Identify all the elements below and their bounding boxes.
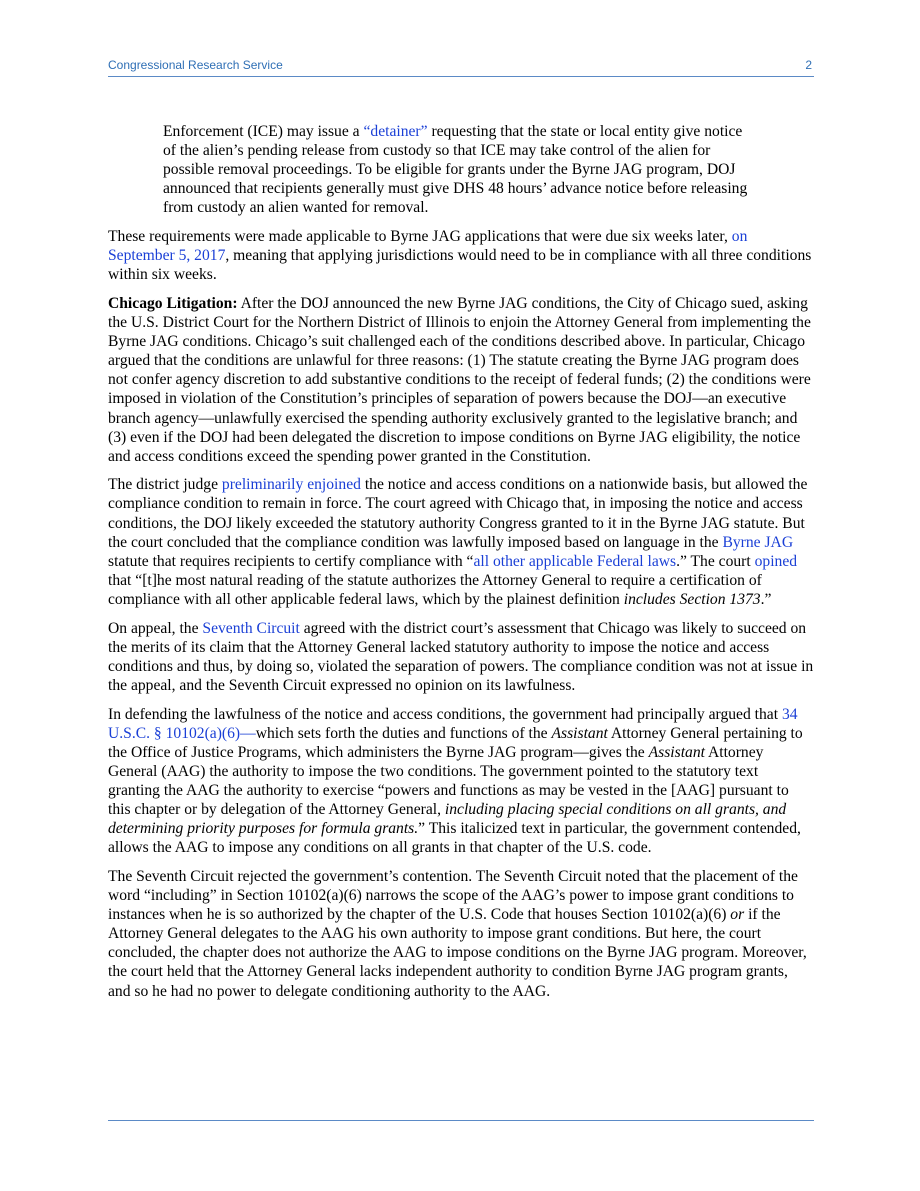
byrne-jag-link[interactable]: Byrne JAG [722, 533, 794, 551]
preliminarily-enjoined-link[interactable]: preliminarily enjoined [221, 476, 361, 494]
paragraph-government-argument [108, 705, 814, 858]
detainer-link[interactable]: “detainer” [363, 123, 428, 140]
text: the notice and access conditions on a nationwide basis, but allowed the compliance condition to remain in force. The court agreed with Chicago that, in imposing the notice and access conditions, the DOJ likely exceeded the statutory authority Congress granted to it in the Byrne JAG statute. But the court concluded that the compliance condition was lawfully imposed based on language in the [108, 476, 808, 551]
september-5-2017-link[interactable]: on September 5, 2017 [108, 228, 748, 265]
text: Attorney General (AAG) the authority to impose the two conditions. The government pointed to the statutory text granting the AAG the authority to exercise “powers and functions as may be vested in the [AAG] pursuant to this chapter or by delegation of the Attorney General, [108, 743, 789, 819]
text: On appeal, the [108, 619, 203, 637]
text: statute that requires recipients to certify compliance with “ [108, 552, 474, 570]
text: The district judge [108, 476, 222, 494]
italic-text: or [730, 906, 745, 924]
text: Enforcement (ICE) may issue a [163, 123, 364, 140]
page-number: 2 [805, 58, 812, 72]
text: After the DOJ announced the new Byrne JAG conditions, the City of Chicago sued, asking the U.S. District Court for the Northern District of Illinois to enjoin the Attorney General from implementing the Byrne JAG conditions. Chicago’s suit challenged each of the conditions described above. In particular, Chicago argued that the conditions are unlawful for three reasons: (1) The statute creating the Byrne JAG program does not confer agency discretion to add substantive conditions to the receipt of federal funds; (2) the conditions were imposed in violation of the Constitution’s principles of separation of powers because the DOJ—an executive branch agency—unlawfully exercised the spending authority exclusively granted to the legislative branch; and (3) even if the DOJ had been delegated the discretion to impose conditions on Byrne JAG eligibility, the notice and access conditions exceed the spending power granted in the Constitution. [108, 294, 811, 465]
all-other-applicable-federal-laws-link[interactable]: all other applicable Federal laws [473, 552, 677, 570]
usc-10102-link[interactable]: 34 U.S.C. § 10102(a)(6)— [108, 705, 798, 742]
text: requesting that the state or local entity give notice of the alien’s pending release from custody so that ICE may take control of the alien for possible removal proceedings. To be eligible for grants under the Byrne JAG program, DOJ announced that recipients generally must give DHS 48 hours’ advance notice before releasing from custody an alien wanted for removal. [163, 123, 748, 217]
paragraph-on-appeal [108, 619, 814, 695]
italic-text: includes Section 1373 [623, 590, 761, 608]
text: .” [760, 590, 772, 608]
italic-text: Assistant [551, 724, 608, 742]
text: that “[t]he most natural reading of the statute authorizes the Attorney General to require a certification of compliance with all other applicable federal laws, which by the plainest definition [108, 571, 762, 608]
italic-text: Assistant [648, 743, 705, 761]
text: , meaning that applying jurisdictions would need to be in compliance with all three conditions within six weeks. [108, 247, 812, 284]
seventh-circuit-link[interactable]: Seventh Circuit [202, 619, 300, 637]
text: Attorney General pertaining to the Office of Justice Programs, which administers the Byrne JAG program—gives the [108, 724, 803, 761]
text: which sets forth the duties and functions of the [255, 724, 552, 742]
document-body [108, 122, 814, 1010]
text: ” This italicized text in particular, the government contended, allows the AAG to impose any conditions on all grants in that chapter of the U.S. code. [108, 820, 801, 857]
indented-quote [163, 122, 756, 217]
opined-link[interactable]: opined [754, 552, 798, 570]
text: .” The court [676, 552, 755, 570]
italic-text: including placing special conditions on all grants, and determining priority purposes for formula grants. [108, 801, 787, 838]
text: The Seventh Circuit rejected the government’s contention. The Seventh Circuit noted that the placement of the word “including” in Section 10102(a)(6) narrows the scope of the AAG’s power to impose grant conditions to instances when he is so authorized by the chapter of the U.S. Code that houses Section 10102(a)(6) [108, 867, 798, 924]
text: These requirements were made applicable to Byrne JAG applications that were due six weeks later, [108, 228, 732, 246]
text: In defending the lawfulness of the notice and access conditions, the government had principally argued that [108, 705, 782, 723]
section-heading: Chicago Litigation: [108, 294, 238, 312]
paragraph-chicago-litigation [108, 294, 814, 466]
footer-divider [108, 1120, 814, 1121]
paragraph-requirements [108, 227, 814, 284]
header-org-name: Congressional Research Service [108, 58, 283, 72]
page-header [108, 58, 814, 77]
text: if the Attorney General delegates to the AAG his own authority to impose grant conditions. But here, the court concluded, the chapter does not authorize the AAG to impose conditions on the Byrne JAG program. Moreover, the court held that the Attorney General lacks independent authority to condition Byrne JAG program grants, and so he had no power to delegate conditioning authority to the AAG. [108, 906, 807, 1000]
paragraph-district-judge [108, 475, 814, 609]
paragraph-seventh-circuit-rejected [108, 867, 814, 1001]
text: agreed with the district court’s assessment that Chicago was likely to succeed on the merits of its claim that the Attorney General lacked statutory authority to impose the notice and access conditions and thus, by doing so, violated the separation of powers. The compliance condition was not at issue in the appeal, and the Seventh Circuit expressed no opinion on its lawfulness. [108, 619, 814, 694]
